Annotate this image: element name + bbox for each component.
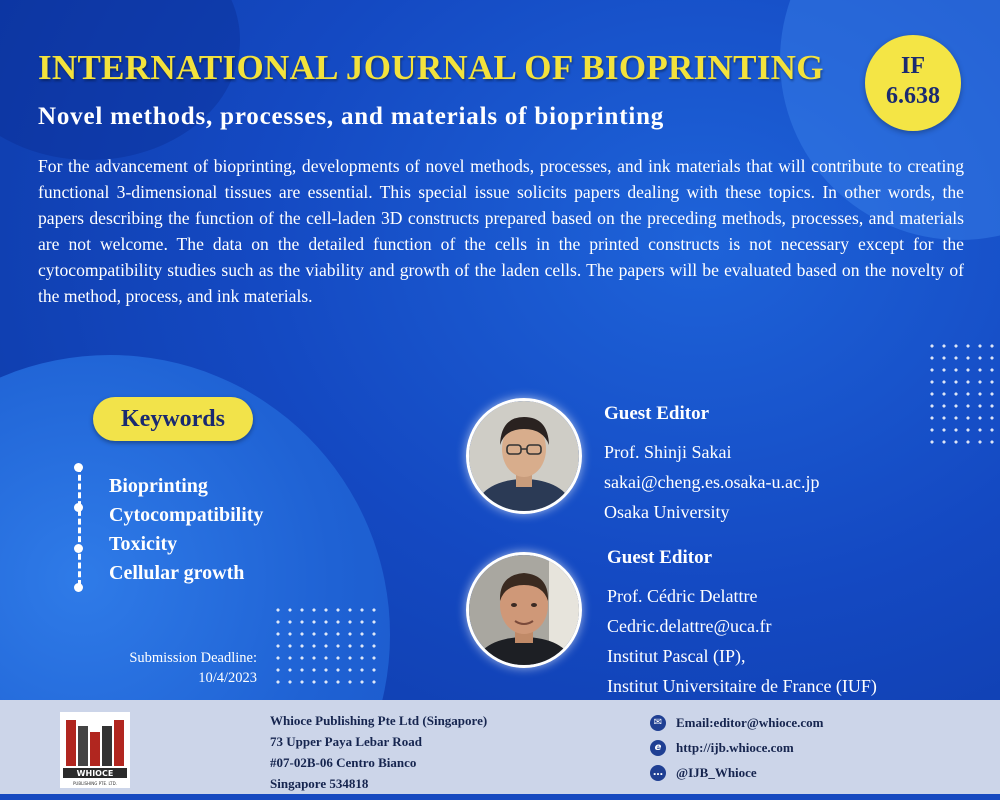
email-icon: ✉ [650, 715, 666, 731]
footer [0, 700, 1000, 800]
keyword-item: Bioprinting [109, 475, 208, 497]
whioce-logo [60, 712, 130, 788]
publisher-logo-icon [60, 712, 130, 788]
dot-pattern [926, 340, 998, 450]
address-line: Singapore 534818 [270, 776, 369, 791]
editor-email[interactable]: Cedric.delattre@uca.fr [607, 616, 772, 636]
bullet-dot-icon [74, 583, 83, 592]
editor-name: Prof. Cédric Delattre [607, 586, 758, 606]
logo-subtext: PUBLISHING PTE. LTD. [73, 781, 117, 786]
bullet-dot-icon [74, 544, 83, 553]
editor-name: Prof. Shinji Sakai [604, 442, 732, 462]
special-issue-title: Novel methods, processes, and materials of bioprinting [38, 103, 665, 130]
editor-heading: Guest Editor [604, 403, 710, 424]
contact-email-text[interactable]: Email:editor@whioce.com [676, 714, 824, 730]
address-line: 73 Upper Paya Lebar Road [270, 734, 422, 749]
portrait-placeholder-icon [469, 401, 579, 511]
contact-website[interactable] [650, 735, 823, 760]
editor-photo [466, 398, 582, 514]
keyword-item: Toxicity [109, 533, 178, 555]
editor-affiliation: Osaka University [604, 502, 730, 522]
address-line: #07-02B-06 Centro Bianco [270, 755, 417, 770]
keywords-list [109, 472, 263, 588]
deadline-label: Submission Deadline: [129, 650, 257, 666]
contact-social[interactable] [650, 760, 823, 785]
editor-affiliation: Institut Universitaire de France (IUF) [607, 676, 877, 696]
logo-wordmark: WHIOCE [76, 769, 114, 778]
dot-pattern [272, 604, 382, 686]
keyword-item: Cytocompatibility [109, 504, 264, 526]
social-icon: … [650, 765, 666, 781]
portrait-placeholder-icon [469, 555, 579, 665]
contact-website-text[interactable]: http://ijb.whioce.com [676, 739, 794, 755]
bullet-dot-icon [74, 503, 83, 512]
publisher-name: Whioce Publishing Pte Ltd (Singapore) [270, 713, 488, 728]
submission-deadline [100, 648, 257, 688]
guest-editor-1 [604, 403, 820, 527]
editor-affiliation: Institut Pascal (IP), [607, 646, 746, 666]
bullet-dot-icon [74, 463, 83, 472]
publisher-address [270, 710, 487, 794]
contact-list [650, 710, 823, 785]
keyword-item: Cellular growth [109, 562, 245, 584]
keywords-connector-line [78, 466, 81, 586]
web-icon: e [650, 740, 666, 756]
impact-factor-label: IF [901, 53, 925, 79]
issue-description: For the advancement of bioprinting, developments of novel methods, processes, and ink materials that will contribute to creating functional 3-dimensional tissues are essential. This special issue solicits papers dealing with these topics. In other words, the papers describing the function of the cell-laden 3D constructs prepared based on the preceding methods, processes, and materials are not welcome. The data on the detailed function of the cells in the printed constructs is not necessary except for the cytocompatibility studies such as the viability and growth of the laden cells. The papers will be evaluated based on the novelty of the method, process, and ink materials. [38, 156, 964, 306]
impact-factor-value: 6.638 [886, 83, 940, 109]
editor-heading: Guest Editor [607, 547, 713, 568]
deadline-date: 10/4/2023 [198, 670, 257, 686]
contact-email[interactable] [650, 710, 823, 735]
editor-email[interactable]: sakai@cheng.es.osaka-u.ac.jp [604, 472, 820, 492]
impact-factor-badge [865, 35, 961, 131]
contact-social-text[interactable]: @IJB_Whioce [676, 764, 757, 780]
keywords-heading: Keywords [93, 397, 253, 441]
guest-editor-2 [607, 547, 877, 701]
journal-title: INTERNATIONAL JOURNAL OF BIOPRINTING [38, 48, 824, 87]
footer-band [0, 794, 1000, 800]
editor-photo [466, 552, 582, 668]
